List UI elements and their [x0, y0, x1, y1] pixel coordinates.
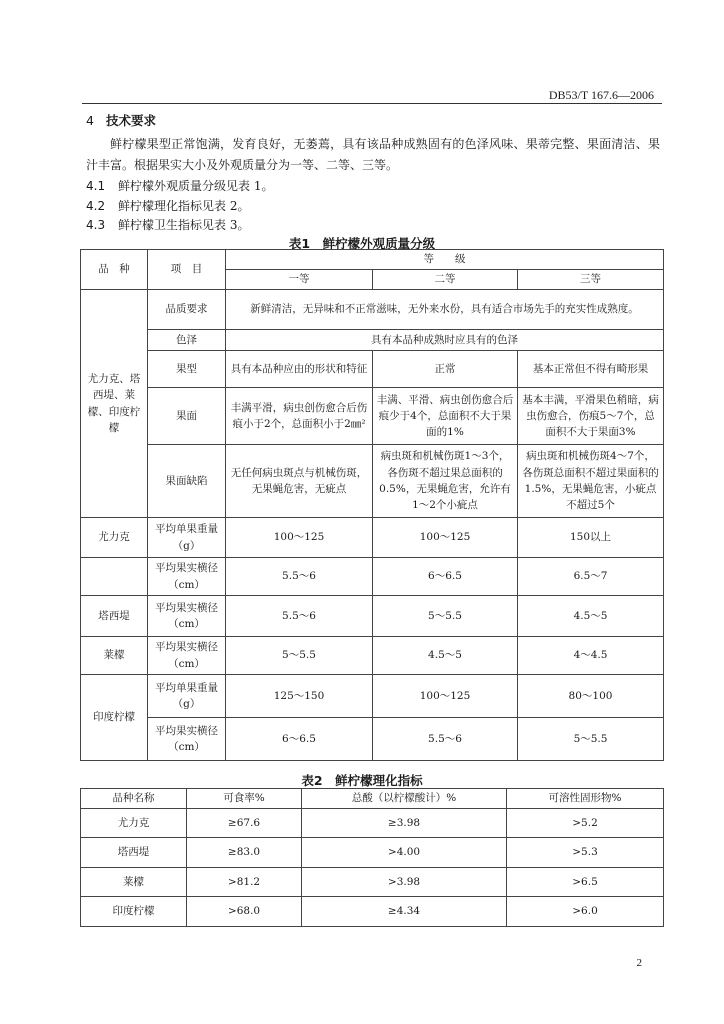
clause-number: 4.1 [86, 179, 106, 193]
grade-1-cell: 6～6.5 [226, 718, 373, 761]
appearance-grade-table [80, 249, 664, 761]
soluble-solids-cell: >6.5 [507, 868, 664, 897]
standard-code: DB53/T 167.6—2006 [548, 88, 654, 102]
shape-grade-1: 具有本品种应由的形状和特征 [226, 351, 373, 388]
table-row [81, 809, 664, 838]
page-number: 2 [636, 957, 642, 969]
grade-1-cell: 5.5～6 [226, 558, 373, 596]
variety-cell: 莱檬 [81, 637, 148, 675]
section-title [86, 111, 156, 129]
shape-item: 果型 [148, 351, 226, 388]
variety-cell: 塔西堤 [81, 596, 148, 637]
clause-text: 鲜柠檬理化指标见表 2。 [118, 199, 250, 213]
grade-2-cell: 5.5～6 [373, 718, 518, 761]
section-number: 4 [86, 113, 94, 128]
defect-grade-2: 病虫斑和机械伤斑1～3个，各伤斑不超过果总面积的0.5%，无果蝇危害，允许有1～2个小疵点 [373, 445, 518, 518]
variety-cell: 尤力克 [81, 809, 187, 838]
clause-text: 鲜柠檬外观质量分级见表 1。 [118, 179, 274, 193]
edible-rate-cell: >68.0 [187, 897, 302, 927]
total-acid-cell: >3.98 [302, 868, 507, 897]
table-row [81, 518, 664, 558]
table-row [81, 868, 664, 897]
table-row [81, 558, 664, 596]
section-paragraph: 鲜柠檬果型正常饱满，发育良好，无萎蔫，具有该品种成熟固有的色泽风味、果蒂完整、果面清洁、果汁丰富。根据果实大小及外观质量分为一等、二等、三等。 [86, 137, 660, 172]
header-variety: 品 种 [81, 250, 148, 290]
grade-3-cell: 4.5～5 [518, 596, 664, 637]
soluble-solids-cell: >5.2 [507, 809, 664, 838]
defect-item: 果面缺陷 [148, 445, 226, 518]
grade-3-cell: 6.5～7 [518, 558, 664, 596]
table-row [81, 718, 664, 761]
shape-grade-2: 正常 [373, 351, 518, 388]
total-acid-cell: >4.00 [302, 838, 507, 868]
total-acid-cell: ≥4.34 [302, 897, 507, 927]
quality-text: 新鲜清洁，无异味和不正常滋味，无外来水份，具有适合市场先手的充实性成熟度。 [226, 290, 664, 330]
header-grade-1: 一等 [226, 270, 373, 290]
grade-3-cell: 4～4.5 [518, 637, 664, 675]
header-grade-3: 三等 [518, 270, 664, 290]
grade-2-cell: 6～6.5 [373, 558, 518, 596]
surface-item: 果面 [148, 388, 226, 445]
soluble-solids-cell: >6.0 [507, 897, 664, 927]
variety-cell: 塔西堤 [81, 838, 187, 868]
header-grade-2: 二等 [373, 270, 518, 290]
clause-number: 4.3 [86, 218, 106, 232]
table1-caption-title: 鲜柠檬外观质量分级 [322, 236, 436, 251]
section-title-text: 技术要求 [106, 113, 157, 128]
grade-2-cell: 5～5.5 [373, 596, 518, 637]
item-cell: 平均果实横径（cm） [148, 718, 226, 761]
table2-caption [0, 771, 724, 789]
clause-text: 鲜柠檬卫生指标见表 3。 [118, 218, 250, 232]
grade-1-cell: 5.5～6 [226, 596, 373, 637]
variety-cell [81, 558, 148, 596]
grade-1-cell: 5～5.5 [226, 637, 373, 675]
header-item: 项 目 [148, 250, 226, 290]
table2-caption-title: 鲜柠檬理化指标 [335, 773, 423, 788]
clause-4-2 [86, 197, 249, 214]
group-variety-cell: 尤力克、塔西堤、莱檬、印度柠檬 [81, 290, 148, 518]
variety-cell: 尤力克 [81, 518, 148, 558]
item-cell: 平均单果重量（g） [148, 518, 226, 558]
quality-item: 品质要求 [148, 290, 226, 330]
clause-4-1 [86, 177, 273, 194]
item-cell: 平均果实横径（cm） [148, 558, 226, 596]
edible-rate-cell: ≥67.6 [187, 809, 302, 838]
variety-cell: 印度柠檬 [81, 897, 187, 927]
table-row [81, 596, 664, 637]
item-cell: 平均单果重量（g） [148, 675, 226, 718]
soluble-solids-cell: >5.3 [507, 838, 664, 868]
header-rule [82, 103, 662, 104]
table1-caption-label: 表1 [288, 236, 311, 251]
grade-1-cell: 125～150 [226, 675, 373, 718]
surface-grade-3: 基本丰满，平滑果色稍暗，病虫伤愈合，伤痕5～7个，总面积不大于果面3% [518, 388, 664, 445]
table-row [81, 838, 664, 868]
header-edible-rate: 可食率% [187, 789, 302, 809]
color-item: 色泽 [148, 330, 226, 351]
table2-caption-label: 表2 [301, 773, 323, 788]
header-grade: 等 级 [226, 250, 664, 270]
grade-3-cell: 5～5.5 [518, 718, 664, 761]
item-cell: 平均果实横径（cm） [148, 637, 226, 675]
grade-1-cell: 100～125 [226, 518, 373, 558]
surface-grade-1: 丰满平滑，病虫创伤愈合后伤痕小于2个，总面积小于2㎜² [226, 388, 373, 445]
header-variety-name: 品种名称 [81, 789, 187, 809]
grade-2-cell: 100～125 [373, 518, 518, 558]
surface-grade-2: 丰满、平滑、病虫创伤愈合后痕少于4个，总面积不大于果面的1% [373, 388, 518, 445]
edible-rate-cell: ≥83.0 [187, 838, 302, 868]
clause-number: 4.2 [86, 199, 106, 213]
header-total-acid: 总酸（以柠檬酸计）% [302, 789, 507, 809]
variety-cell: 印度柠檬 [81, 675, 148, 761]
grade-2-cell: 4.5～5 [373, 637, 518, 675]
table-row [81, 637, 664, 675]
physicochemical-table [80, 788, 664, 927]
color-text: 具有本品种成熟时应具有的色泽 [226, 330, 664, 351]
item-cell: 平均果实横径（cm） [148, 596, 226, 637]
clause-4-3 [86, 216, 249, 233]
variety-cell: 莱檬 [81, 868, 187, 897]
table-row [81, 897, 664, 927]
grade-3-cell: 150以上 [518, 518, 664, 558]
edible-rate-cell: >81.2 [187, 868, 302, 897]
total-acid-cell: ≥3.98 [302, 809, 507, 838]
grade-3-cell: 80～100 [518, 675, 664, 718]
header-soluble-solids: 可溶性固形物% [507, 789, 664, 809]
shape-grade-3: 基本正常但不得有畸形果 [518, 351, 664, 388]
table-row [81, 675, 664, 718]
grade-2-cell: 100～125 [373, 675, 518, 718]
defect-grade-3: 病虫斑和机械伤斑4～7个，各伤斑总面积不超过果面积的1.5%，无果蝇危害，小疵点不超过5个 [518, 445, 664, 518]
defect-grade-1: 无任何病虫斑点与机械伤斑，无果蝇危害，无疵点 [226, 445, 373, 518]
